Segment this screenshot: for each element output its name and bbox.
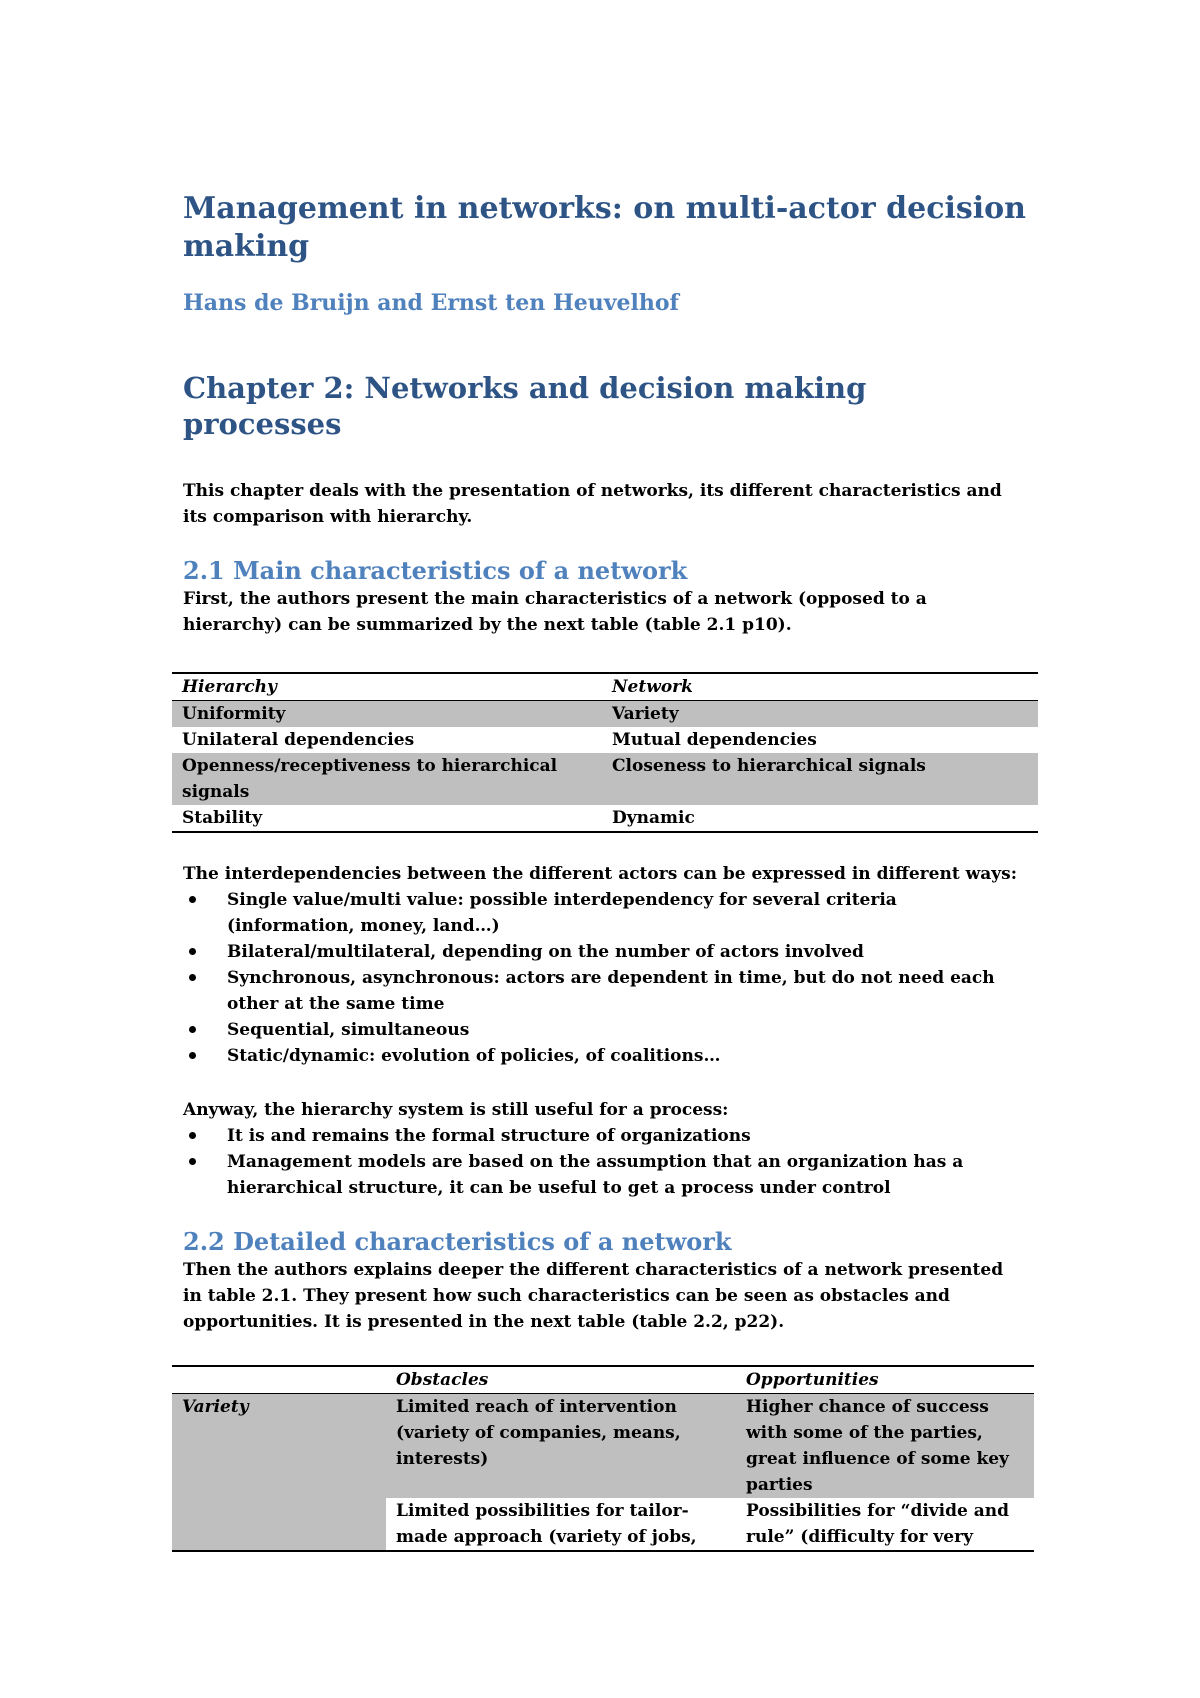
table-cell: Uniformity [172, 701, 602, 728]
table-cell: Limited possibilities for tailor-made approach (variety of jobs, [386, 1498, 736, 1551]
section-2-2-paragraph: Then the authors explains deeper the different characteristics of a network presented in table 2.1. They present how such characteristics can be seen as obstacles and opportunities. It is presented in the next table (table 2.2, p22). [183, 1260, 1004, 1332]
table-cell: Unilateral dependencies [182, 730, 415, 750]
list-item: Static/dynamic: evolution of policies, of coalitions… [227, 1043, 1026, 1069]
table-cell: Stability [182, 808, 263, 828]
table-row-label: Variety [172, 1394, 386, 1552]
list-item: Sequential, simultaneous [227, 1017, 1026, 1043]
section-heading-2-2: 2.2 Detailed characteristics of a network [183, 1227, 732, 1256]
list-item: Bilateral/multilateral, depending on the number of actors involved [227, 939, 1026, 965]
table-row [172, 701, 1038, 728]
table-cell: Mutual dependencies [612, 730, 817, 750]
table-header-cell [172, 1366, 386, 1394]
intro-paragraph: This chapter deals with the presentation of networks, its different characteristics and its comparison with hierarchy. [183, 481, 1002, 527]
document-title: Management in networks: on multi-actor decision making [183, 191, 1026, 264]
chapter-heading: Chapter 2: Networks and decision making processes [183, 371, 867, 441]
hierarchy-usefulness-paragraph: Anyway, the hierarchy system is still useful for a process: [183, 1100, 729, 1120]
list-item: It is and remains the formal structure of organizations [227, 1123, 1026, 1149]
interdependencies-paragraph: The interdependencies between the different actors can be expressed in different ways: [183, 864, 1017, 884]
list-item: Management models are based on the assumption that an organization has a hierarchical structure, it can be useful to get a process under control [227, 1149, 1026, 1201]
table-cell: Limited reach of intervention (variety of companies, means, interests) [386, 1394, 736, 1499]
table-obstacles-opportunities [172, 1365, 1034, 1552]
document-content [183, 190, 1026, 1552]
section-2-1-paragraph: First, the authors present the main characteristics of a network (opposed to a hierarchy) can be summarized by the next table (table 2.1 p10). [183, 589, 927, 635]
table-header-row [172, 1366, 1034, 1394]
table-hierarchy-vs-network [172, 672, 1038, 833]
table-header-row [172, 673, 1038, 701]
hierarchy-usefulness-list [183, 1123, 1026, 1201]
table-cell: Higher chance of success with some of the parties, great influence of some key parties [736, 1394, 1034, 1499]
table-cell: Closeness to hierarchical signals [602, 753, 1038, 805]
table-cell: Dynamic [612, 808, 695, 828]
section-heading-2-1: 2.1 Main characteristics of a network [183, 556, 688, 585]
table-header-cell: Network [602, 673, 1038, 701]
table-cell: Possibilities for “divide and rule” (difficulty for very [736, 1498, 1034, 1551]
table-row [172, 727, 1038, 753]
interdependencies-list [183, 887, 1026, 1069]
table-row [172, 1394, 1034, 1499]
table-row [172, 753, 1038, 805]
table-header-cell: Obstacles [386, 1366, 736, 1394]
table-header-cell: Hierarchy [172, 673, 602, 701]
list-item: Synchronous, asynchronous: actors are dependent in time, but do not need each other at the same time [227, 965, 1026, 1017]
document-authors: Hans de Bruijn and Ernst ten Heuvelhof [183, 290, 679, 316]
list-item: Single value/multi value: possible interdependency for several criteria (information, money, land…) [227, 887, 1026, 939]
table-cell: Openness/receptiveness to hierarchical signals [172, 753, 602, 805]
table-cell: Variety [602, 701, 1038, 728]
table-row [172, 805, 1038, 832]
table-header-cell: Opportunities [736, 1366, 1034, 1394]
